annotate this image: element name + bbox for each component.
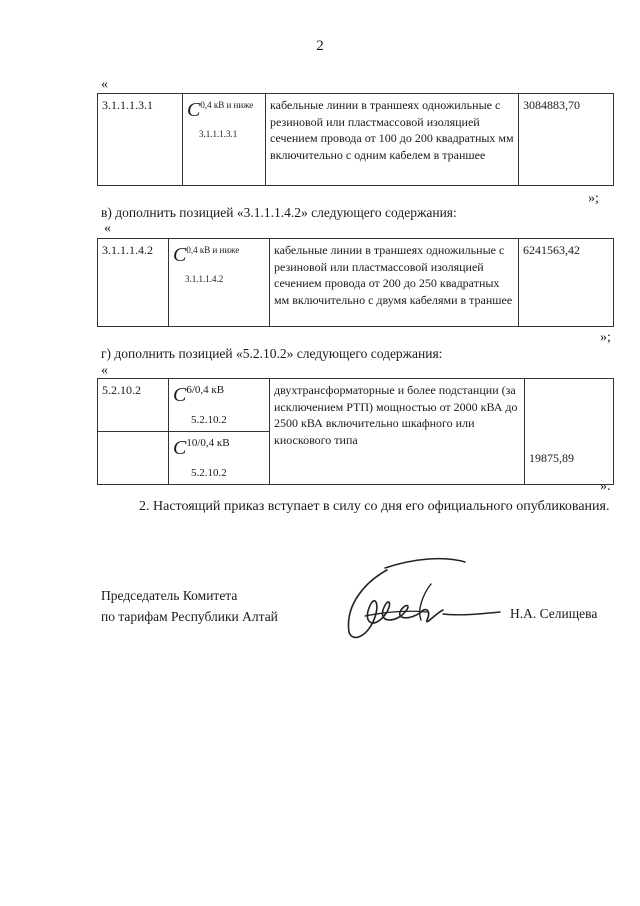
table-row <box>98 239 614 327</box>
position-description: кабельные линии в траншеях одножильные с резиновой или пластмассовой изоляцией сечением провода от 100 до 200 квадратных мм включительно с одним кабелем в траншее <box>266 94 519 186</box>
position-code: 3.1.1.1.3.1 <box>98 94 183 186</box>
position-value: 6241563,42 <box>519 239 614 327</box>
tariff-symbol: $C^{6/0,4 кВ}$ $_{5.2.10.2}$ <box>169 379 270 432</box>
table-row <box>98 379 614 432</box>
tariff-symbol: $C^{0,4 кВ и ниже}$ $_{3.1.1.1.4.2}$ <box>169 239 270 327</box>
position-code: 3.1.1.1.4.2 <box>98 239 169 327</box>
open-quote: « <box>101 363 108 378</box>
table-row <box>98 94 614 186</box>
position-description: двухтрансформаторные и более подстанции (за исключением РТП) мощностью от 2000 кВА до 2500 кВА включительно шкафного или киоскового типа <box>270 379 525 485</box>
open-quote: « <box>101 77 108 92</box>
paragraph-2: 2. Настоящий приказ вступает в силу со дня его официального опубликования. <box>139 499 610 514</box>
item-g: г) дополнить позицией «5.2.10.2» следующего содержания: <box>101 346 443 361</box>
tariff-symbol: $C^{10/0,4 кВ}$ $_{5.2.10.2}$ <box>169 432 270 485</box>
close-quote: »; <box>588 191 599 206</box>
tariff-table-3 <box>97 378 614 485</box>
signatory-name: Н.А. Селищева <box>510 606 598 621</box>
empty-code-cell <box>98 432 169 485</box>
tariff-table-1 <box>97 93 614 186</box>
position-value: 3084883,70 <box>519 94 614 186</box>
open-quote: « <box>104 221 111 236</box>
tariff-symbol: $C^{0,4 кВ и ниже}$ $_{3.1.1.1.3.1}$ <box>183 94 266 186</box>
signatory-title <box>101 585 278 627</box>
item-v: в) дополнить позицией «3.1.1.1.4.2» следующего содержания: <box>101 205 457 220</box>
position-description: кабельные линии в траншеях одножильные с резиновой или пластмассовой изоляцией сечением провода от 200 до 250 квадратных мм включительно с двумя кабелями в траншее <box>270 239 519 327</box>
page-number: 2 <box>316 38 324 54</box>
close-quote: »; <box>600 330 611 345</box>
tariff-table-2 <box>97 238 614 327</box>
signatory-title-line-2: по тарифам Республики Алтай <box>101 609 278 624</box>
handwritten-signature <box>335 550 510 650</box>
position-code: 5.2.10.2 <box>98 379 169 432</box>
close-quote: ». <box>600 479 611 494</box>
signatory-title-line-1: Председатель Комитета <box>101 588 238 603</box>
value-cell-empty <box>525 379 614 432</box>
position-value: 19875,89 <box>525 432 614 485</box>
